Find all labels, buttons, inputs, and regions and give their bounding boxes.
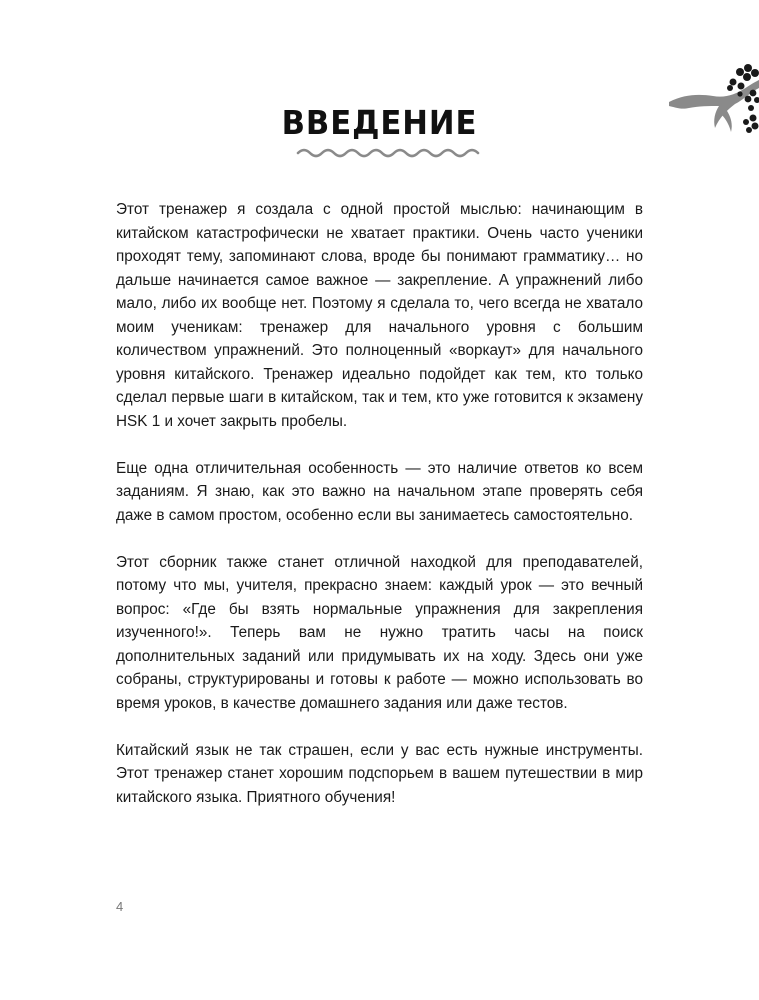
- paragraph: Этот сборник также станет отличной находкой для преподавателей, потому что мы, учителя, прекрасно знаем: каждый урок — это вечный вопрос: «Где бы взять нормальные упражнения для закрепления изученного!». Теперь вам не нужно тратить часы на поиск дополнительных заданий или придумывать их на ходу. Здесь они уже собраны, структурированы и готовы к работе — можно использовать во время уроков, в качестве домашнего задания или даже тестов.: [116, 553, 643, 712]
- page-number: 4: [116, 899, 124, 914]
- page-title: ВВЕДЕНИЕ: [281, 103, 478, 142]
- paragraph: Китайский язык не так страшен, если у вас есть нужные инструменты. Этот тренажер станет хорошим подспорьем в вашем путешествии в мир китайского языка. Приятного обучения!: [116, 741, 643, 806]
- paragraph: Этот тренажер я создала с одной простой мыслью: начинающим в китайском катастрофически не хватает практики. Очень часто ученики проходят тему, запоминают слова, вроде бы понимают грамматику… но дальше начинается самое важное — закрепление. А упражнений либо мало, либо их вообще нет. Поэтому я сделала то, чего всегда не хватало моим ученикам: тренажер для начального уровня с большим количеством упражнений. Это полноценный «воркаут» для начального уровня китайского. Тренажер идеально подойдет как тем, кто только сделал первые шаги в китайском, так и тем, кто уже готовится к экзамену HSK 1 и хочет закрыть пробелы.: [116, 201, 643, 430]
- wave-divider-icon: [296, 146, 486, 160]
- paragraph: Еще одна отличительная особенность — это наличие ответов ко всем заданиям. Я знаю, как это важно на начальном этапе проверять себя даже в самом простом, особенно если вы занимаетесь самостоятельно.: [116, 459, 643, 524]
- body-text: [116, 198, 643, 833]
